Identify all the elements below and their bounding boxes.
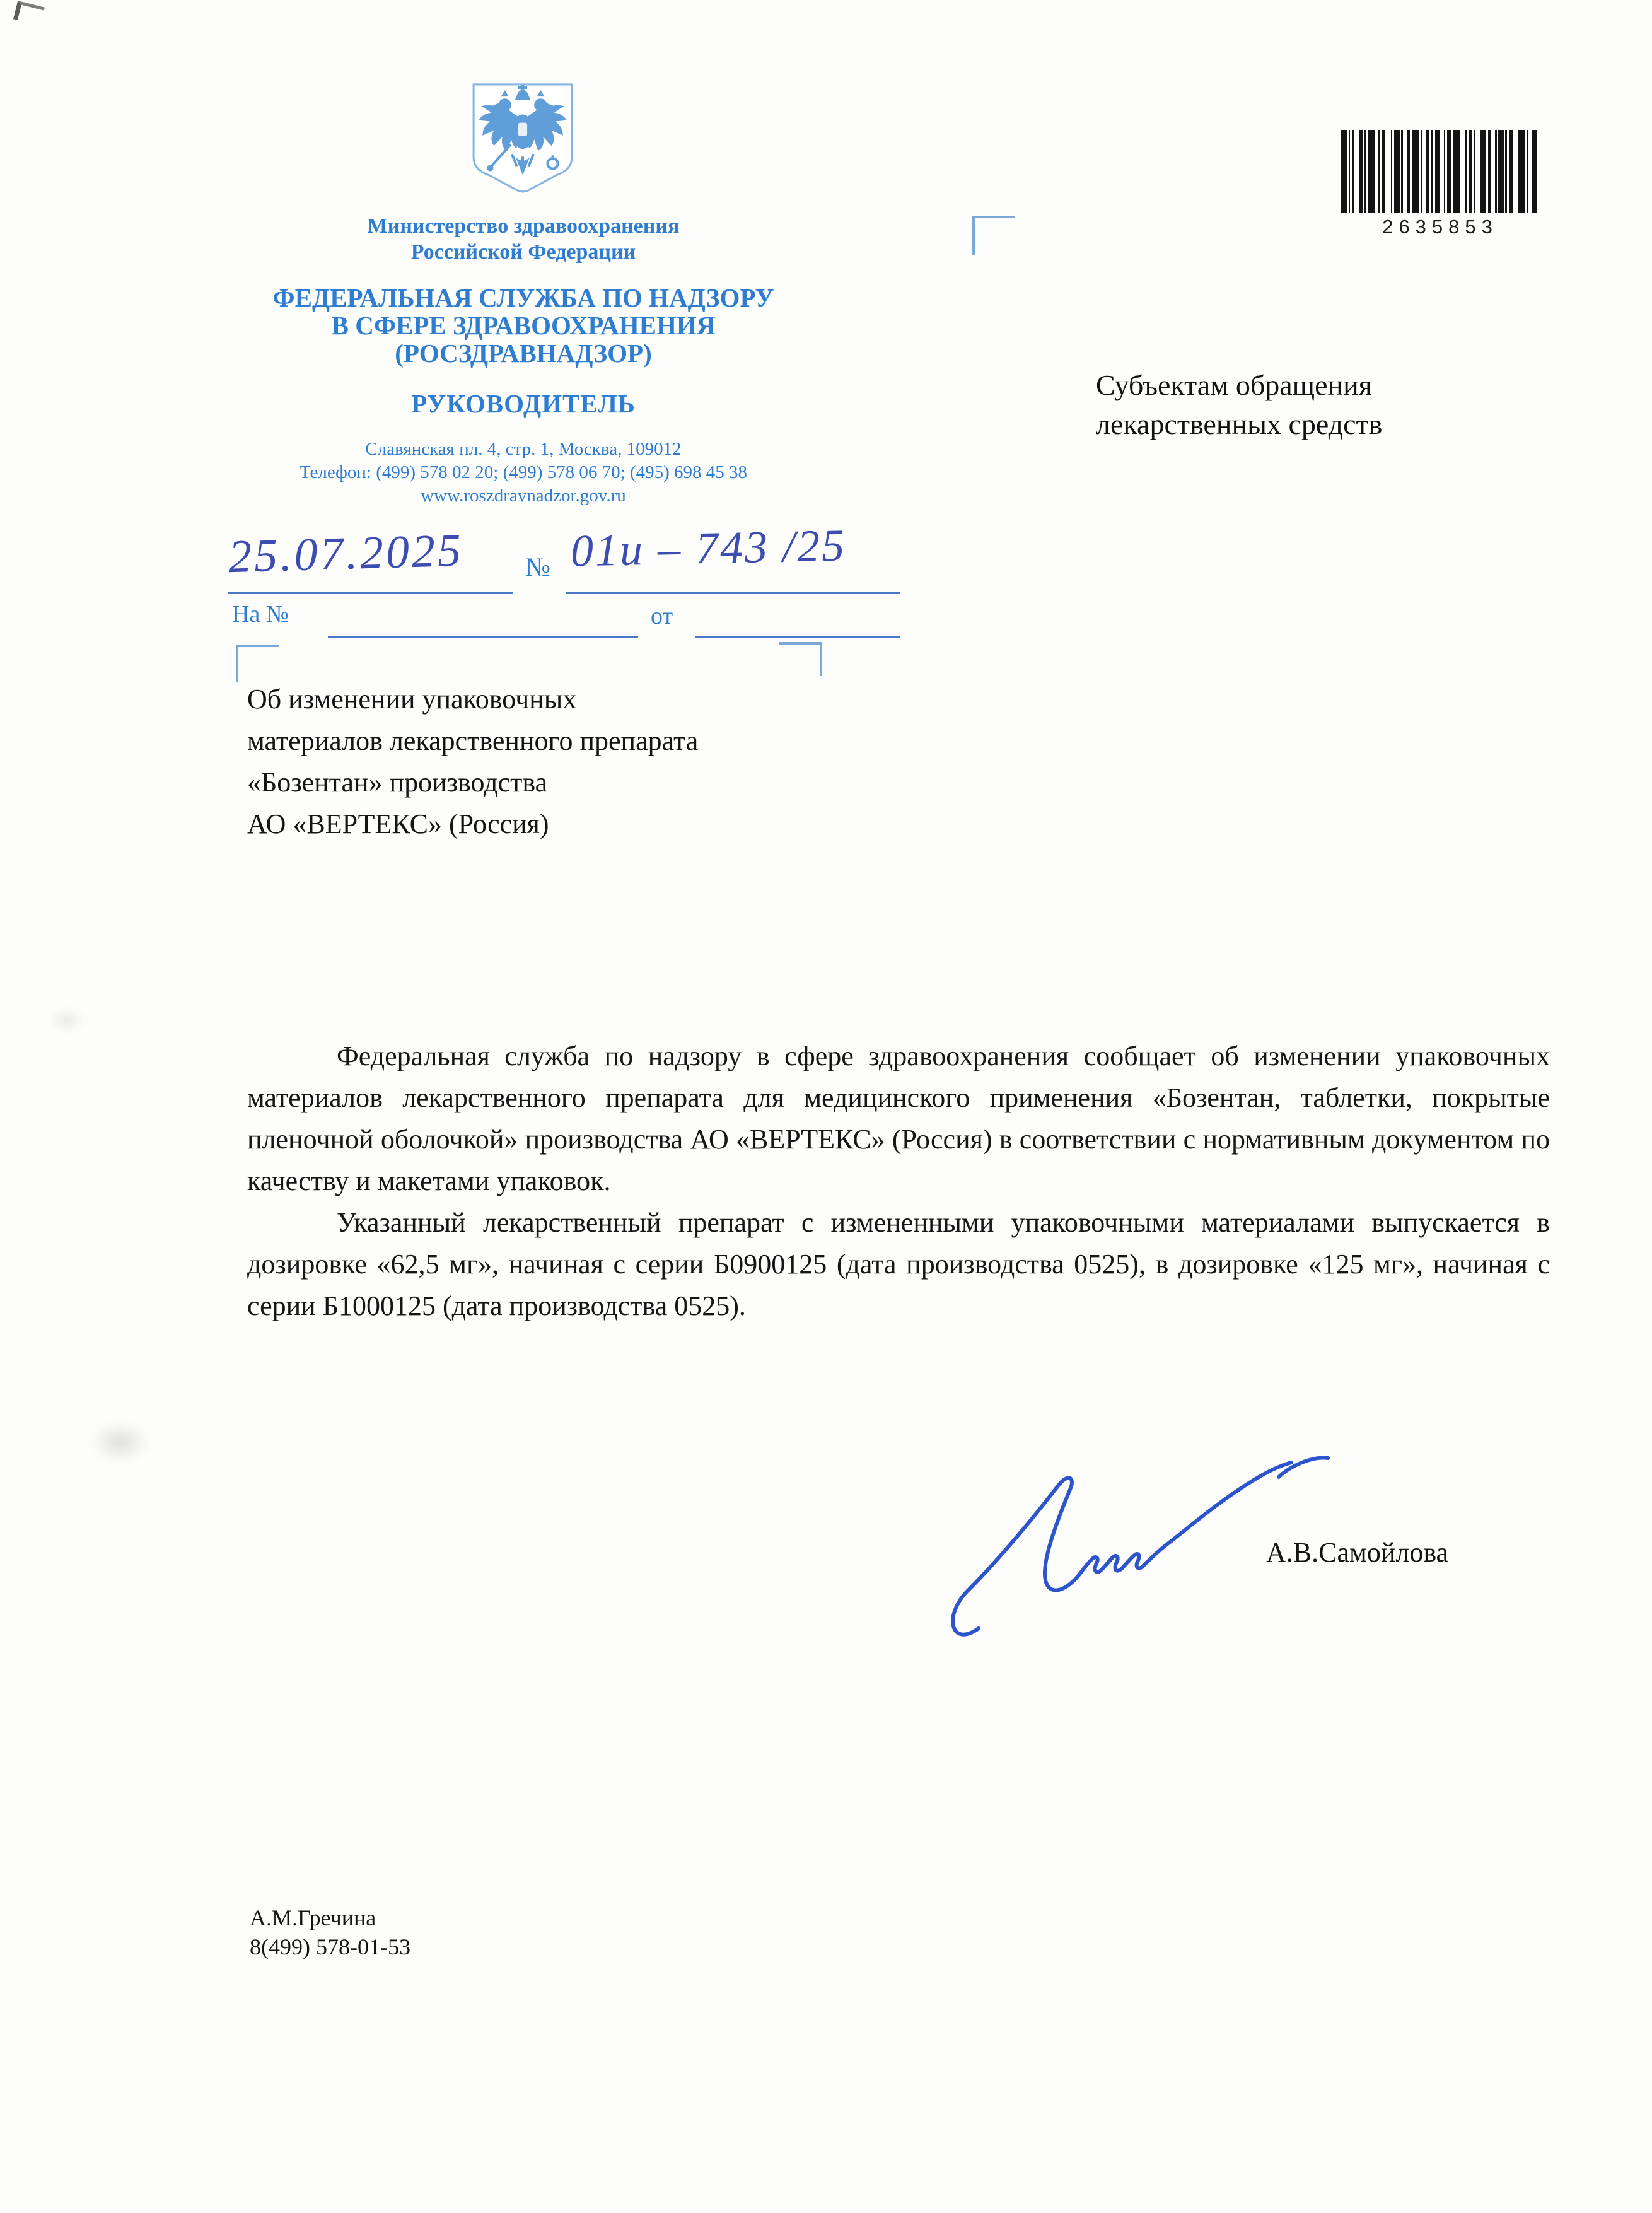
- handwritten-outgoing-number: 01и – 743 /25: [570, 520, 847, 576]
- service-line1: ФЕДЕРАЛЬНАЯ СЛУЖБА ПО НАДЗОРУ: [272, 283, 774, 312]
- addressee-block: [1096, 366, 1512, 444]
- ministry-line1: Министерство здравоохранения: [367, 214, 680, 238]
- addressee-corner-mark-h: [972, 216, 1015, 218]
- subject-left-corner-mark-v: [236, 645, 238, 682]
- barcode-bars: [1334, 130, 1546, 213]
- service-line2: В СФЕРЕ ЗДРАВООХРАНЕНИЯ: [331, 311, 716, 340]
- subject-right-corner-mark-v: [820, 642, 822, 676]
- letter-body: [247, 1036, 1550, 1327]
- executor-block: [250, 1903, 410, 1961]
- addressee-line2: лекарственных средств: [1096, 408, 1383, 440]
- signer-name: А.В.Самойлова: [1266, 1537, 1449, 1568]
- service-name: [177, 284, 870, 367]
- barcode-number: 2635853: [1382, 216, 1498, 238]
- letter-subject: [247, 679, 815, 845]
- scan-smudge: [81, 1414, 160, 1471]
- postal-address: Славянская пл. 4, стр. 1, Москва, 109012: [365, 439, 682, 459]
- service-line3: (РОСЗДРАВНАДЗОР): [395, 339, 652, 368]
- phone-numbers: Телефон: (499) 578 02 20; (499) 578 06 70; (495) 698 45 38: [299, 462, 748, 482]
- subject-line4: АО «ВЕРТЕКС» (Россия): [247, 809, 549, 839]
- date-underline: [228, 592, 513, 594]
- body-paragraph-2: Указанный лекарственный препарат с измененными упаковочными материалами выпускается в дозировке «62,5 мг», начиная с серии Б0900125 (дата производства 0525), в дозировке «125 мг», начиная с серии Б1000125 (дата производства 0525).: [247, 1207, 1550, 1321]
- website-url: www.roszdravnadzor.gov.ru: [421, 486, 626, 506]
- handwritten-date: 25.07.2025: [227, 524, 465, 583]
- body-paragraph-1: Федеральная служба по надзору в сфере здравоохранения сообщает об изменении упаковочных материалов лекарственного препарата для медицинского применения «Бозентан, таблетки, покрытые пленочной оболочкой» производства АО «ВЕРТЕКС» (Россия) в соответствии с нормативным документом по качеству и макетами упаковок.: [247, 1041, 1550, 1196]
- in-reply-underline: [328, 636, 638, 638]
- subject-line2: материалов лекарственного препарата: [247, 725, 699, 756]
- registration-barcode: [1334, 130, 1546, 238]
- scan-smudge: [42, 1003, 92, 1037]
- in-reply-to-label: На №: [232, 601, 289, 628]
- from-date-underline: [695, 636, 900, 638]
- subject-line3: «Бозентан» производства: [247, 767, 548, 798]
- ministry-name: [177, 213, 870, 265]
- coat-of-arms-icon: [468, 79, 577, 203]
- number-sign: №: [525, 553, 551, 582]
- scan-corner-artifact: [13, 1, 45, 26]
- executor-name: А.М.Гречина: [250, 1905, 376, 1930]
- subject-line1: Об изменении упаковочных: [247, 684, 577, 715]
- subject-right-corner-mark-h: [779, 642, 822, 645]
- ministry-line2: Российской Федерации: [410, 240, 636, 264]
- number-underline: [566, 592, 900, 594]
- addressee-line1: Субъектам обращения: [1096, 369, 1372, 401]
- addressee-corner-mark-v: [972, 216, 975, 255]
- subject-left-corner-mark-h: [236, 645, 279, 647]
- executor-phone: 8(499) 578-01-53: [250, 1934, 410, 1959]
- position-title: РУКОВОДИТЕЛЬ: [411, 389, 636, 418]
- from-date-label: от: [651, 603, 673, 629]
